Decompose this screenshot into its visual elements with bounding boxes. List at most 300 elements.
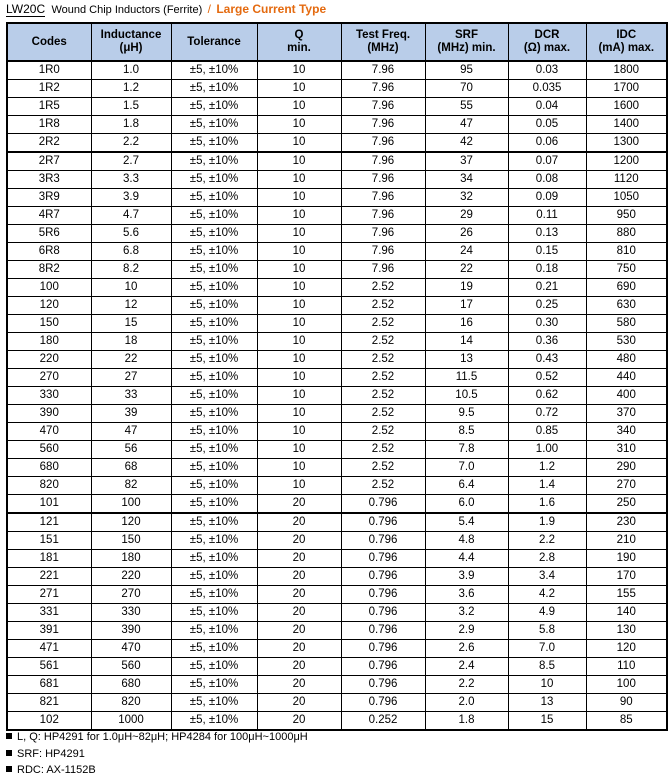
cell-inductance: 18	[91, 333, 171, 351]
cell-idc: 580	[586, 315, 667, 333]
cell-tolerance: ±5, ±10%	[171, 405, 257, 423]
cell-idc: 530	[586, 333, 667, 351]
cell-inductance: 22	[91, 351, 171, 369]
cell-srf: 22	[425, 261, 508, 279]
cell-inductance: 39	[91, 405, 171, 423]
cell-idc: 90	[586, 694, 667, 712]
cell-q: 10	[257, 279, 341, 297]
table-row	[7, 441, 667, 459]
cell-tolerance: ±5, ±10%	[171, 225, 257, 243]
cell-tolerance: ±5, ±10%	[171, 604, 257, 622]
cell-dcr: 7.0	[508, 640, 586, 658]
cell-test-freq: 2.52	[341, 387, 425, 405]
cell-test-freq: 7.96	[341, 243, 425, 261]
cell-test-freq: 2.52	[341, 477, 425, 495]
cell-idc: 130	[586, 622, 667, 640]
cell-tolerance: ±5, ±10%	[171, 189, 257, 207]
cell-srf: 29	[425, 207, 508, 225]
document-title	[6, 1, 326, 18]
cell-srf: 11.5	[425, 369, 508, 387]
cell-test-freq: 7.96	[341, 152, 425, 171]
cell-code: 391	[7, 622, 91, 640]
cell-srf: 95	[425, 61, 508, 80]
cell-code: 561	[7, 658, 91, 676]
cell-idc: 950	[586, 207, 667, 225]
cell-code: 680	[7, 459, 91, 477]
cell-q: 10	[257, 61, 341, 80]
cell-tolerance: ±5, ±10%	[171, 61, 257, 80]
cell-tolerance: ±5, ±10%	[171, 279, 257, 297]
table-row	[7, 622, 667, 640]
cell-inductance: 27	[91, 369, 171, 387]
cell-dcr: 4.2	[508, 586, 586, 604]
cell-test-freq: 0.796	[341, 676, 425, 694]
cell-idc: 230	[586, 513, 667, 532]
cell-idc: 340	[586, 423, 667, 441]
cell-dcr: 1.00	[508, 441, 586, 459]
cell-test-freq: 7.96	[341, 134, 425, 153]
cell-idc: 1300	[586, 134, 667, 153]
cell-idc: 290	[586, 459, 667, 477]
cell-q: 10	[257, 189, 341, 207]
cell-dcr: 0.035	[508, 80, 586, 98]
cell-tolerance: ±5, ±10%	[171, 513, 257, 532]
cell-inductance: 3.3	[91, 171, 171, 189]
cell-inductance: 5.6	[91, 225, 171, 243]
series-name: Wound Chip Inductors (Ferrite)	[51, 4, 203, 16]
cell-tolerance: ±5, ±10%	[171, 351, 257, 369]
cell-tolerance: ±5, ±10%	[171, 640, 257, 658]
cell-q: 10	[257, 351, 341, 369]
cell-dcr: 0.43	[508, 351, 586, 369]
cell-code: 100	[7, 279, 91, 297]
cell-inductance: 560	[91, 658, 171, 676]
cell-test-freq: 0.796	[341, 550, 425, 568]
cell-srf: 2.2	[425, 676, 508, 694]
cell-srf: 3.2	[425, 604, 508, 622]
cell-test-freq: 7.96	[341, 225, 425, 243]
cell-tolerance: ±5, ±10%	[171, 568, 257, 586]
cell-dcr: 15	[508, 712, 586, 731]
cell-tolerance: ±5, ±10%	[171, 171, 257, 189]
spec-table	[6, 22, 668, 731]
cell-dcr: 1.2	[508, 459, 586, 477]
cell-tolerance: ±5, ±10%	[171, 477, 257, 495]
table-row	[7, 297, 667, 315]
cell-dcr: 0.05	[508, 116, 586, 134]
cell-dcr: 0.72	[508, 405, 586, 423]
cell-q: 10	[257, 171, 341, 189]
bullet-icon	[6, 733, 12, 739]
cell-srf: 13	[425, 351, 508, 369]
cell-idc: 190	[586, 550, 667, 568]
cell-code: 390	[7, 405, 91, 423]
note-item: SRF: HP4291	[6, 746, 308, 763]
cell-dcr: 5.8	[508, 622, 586, 640]
cell-dcr: 0.09	[508, 189, 586, 207]
cell-idc: 630	[586, 297, 667, 315]
cell-q: 10	[257, 152, 341, 171]
cell-code: 470	[7, 423, 91, 441]
cell-inductance: 390	[91, 622, 171, 640]
cell-test-freq: 2.52	[341, 405, 425, 423]
cell-code: 1R0	[7, 61, 91, 80]
cell-dcr: 0.04	[508, 98, 586, 116]
cell-inductance: 1.0	[91, 61, 171, 80]
cell-srf: 32	[425, 189, 508, 207]
cell-code: 2R2	[7, 134, 91, 153]
cell-tolerance: ±5, ±10%	[171, 532, 257, 550]
cell-dcr: 0.11	[508, 207, 586, 225]
cell-inductance: 1.5	[91, 98, 171, 116]
cell-inductance: 270	[91, 586, 171, 604]
cell-code: 8R2	[7, 261, 91, 279]
cell-srf: 37	[425, 152, 508, 171]
cell-srf: 34	[425, 171, 508, 189]
table-row	[7, 676, 667, 694]
cell-test-freq: 2.52	[341, 459, 425, 477]
cell-q: 10	[257, 225, 341, 243]
header-row	[7, 23, 667, 61]
cell-srf: 5.4	[425, 513, 508, 532]
cell-srf: 4.4	[425, 550, 508, 568]
cell-idc: 1800	[586, 61, 667, 80]
cell-dcr: 0.21	[508, 279, 586, 297]
cell-inductance: 15	[91, 315, 171, 333]
cell-srf: 4.8	[425, 532, 508, 550]
cell-tolerance: ±5, ±10%	[171, 658, 257, 676]
cell-tolerance: ±5, ±10%	[171, 586, 257, 604]
cell-dcr: 0.03	[508, 61, 586, 80]
cell-test-freq: 2.52	[341, 351, 425, 369]
cell-inductance: 12	[91, 297, 171, 315]
cell-srf: 47	[425, 116, 508, 134]
cell-test-freq: 0.796	[341, 640, 425, 658]
table-row	[7, 387, 667, 405]
cell-code: 181	[7, 550, 91, 568]
cell-dcr: 0.13	[508, 225, 586, 243]
cell-q: 20	[257, 658, 341, 676]
cell-inductance: 33	[91, 387, 171, 405]
cell-idc: 140	[586, 604, 667, 622]
cell-tolerance: ±5, ±10%	[171, 441, 257, 459]
cell-q: 10	[257, 134, 341, 153]
cell-idc: 250	[586, 495, 667, 514]
cell-q: 10	[257, 441, 341, 459]
cell-code: 1R2	[7, 80, 91, 98]
cell-tolerance: ±5, ±10%	[171, 116, 257, 134]
cell-dcr: 0.30	[508, 315, 586, 333]
cell-inductance: 47	[91, 423, 171, 441]
cell-tolerance: ±5, ±10%	[171, 423, 257, 441]
cell-q: 10	[257, 80, 341, 98]
cell-inductance: 150	[91, 532, 171, 550]
cell-dcr: 2.2	[508, 532, 586, 550]
cell-inductance: 1000	[91, 712, 171, 731]
cell-dcr: 0.15	[508, 243, 586, 261]
cell-test-freq: 7.96	[341, 171, 425, 189]
cell-dcr: 13	[508, 694, 586, 712]
table-row	[7, 640, 667, 658]
cell-srf: 3.6	[425, 586, 508, 604]
cell-code: 3R3	[7, 171, 91, 189]
cell-q: 20	[257, 568, 341, 586]
cell-code: 220	[7, 351, 91, 369]
table-row	[7, 61, 667, 80]
cell-inductance: 3.9	[91, 189, 171, 207]
cell-dcr: 0.52	[508, 369, 586, 387]
cell-srf: 14	[425, 333, 508, 351]
cell-test-freq: 2.52	[341, 315, 425, 333]
cell-code: 681	[7, 676, 91, 694]
header-srf: SRF (MHz) min.	[425, 23, 508, 61]
cell-tolerance: ±5, ±10%	[171, 297, 257, 315]
table-row	[7, 568, 667, 586]
cell-idc: 810	[586, 243, 667, 261]
cell-srf: 6.4	[425, 477, 508, 495]
cell-code: 270	[7, 369, 91, 387]
table-body	[7, 61, 667, 730]
cell-srf: 70	[425, 80, 508, 98]
cell-srf: 42	[425, 134, 508, 153]
table-row	[7, 189, 667, 207]
cell-test-freq: 0.796	[341, 604, 425, 622]
cell-inductance: 220	[91, 568, 171, 586]
cell-tolerance: ±5, ±10%	[171, 550, 257, 568]
cell-q: 10	[257, 369, 341, 387]
cell-idc: 100	[586, 676, 667, 694]
cell-code: 1R8	[7, 116, 91, 134]
cell-q: 10	[257, 315, 341, 333]
cell-idc: 1400	[586, 116, 667, 134]
cell-srf: 16	[425, 315, 508, 333]
cell-test-freq: 7.96	[341, 98, 425, 116]
cell-dcr: 4.9	[508, 604, 586, 622]
cell-code: 5R6	[7, 225, 91, 243]
cell-test-freq: 7.96	[341, 261, 425, 279]
cell-q: 10	[257, 477, 341, 495]
table-row	[7, 459, 667, 477]
note-item: RDC: AX-1152B	[6, 762, 308, 779]
cell-tolerance: ±5, ±10%	[171, 622, 257, 640]
cell-srf: 26	[425, 225, 508, 243]
cell-code: 330	[7, 387, 91, 405]
cell-test-freq: 0.796	[341, 658, 425, 676]
table-row	[7, 351, 667, 369]
title-separator: /	[207, 2, 211, 16]
cell-dcr: 2.8	[508, 550, 586, 568]
cell-test-freq: 0.252	[341, 712, 425, 731]
model-name: LW20C	[6, 2, 46, 16]
table-row	[7, 116, 667, 134]
table-row	[7, 477, 667, 495]
cell-q: 10	[257, 116, 341, 134]
cell-test-freq: 2.52	[341, 369, 425, 387]
cell-code: 150	[7, 315, 91, 333]
cell-tolerance: ±5, ±10%	[171, 134, 257, 153]
cell-srf: 17	[425, 297, 508, 315]
cell-test-freq: 7.96	[341, 207, 425, 225]
header-dcr: DCR (Ω) max.	[508, 23, 586, 61]
table-row	[7, 171, 667, 189]
table-row	[7, 712, 667, 731]
header-q: Q min.	[257, 23, 341, 61]
table-row	[7, 694, 667, 712]
cell-dcr: 0.08	[508, 171, 586, 189]
header-idc: IDC (mA) max.	[586, 23, 667, 61]
cell-inductance: 8.2	[91, 261, 171, 279]
cell-code: 101	[7, 495, 91, 514]
cell-tolerance: ±5, ±10%	[171, 80, 257, 98]
header-codes: Codes	[7, 23, 91, 61]
cell-code: 102	[7, 712, 91, 731]
cell-srf: 7.0	[425, 459, 508, 477]
cell-test-freq: 2.52	[341, 441, 425, 459]
table-row	[7, 550, 667, 568]
cell-dcr: 1.9	[508, 513, 586, 532]
cell-code: 2R7	[7, 152, 91, 171]
cell-test-freq: 2.52	[341, 333, 425, 351]
cell-test-freq: 0.796	[341, 568, 425, 586]
cell-inductance: 120	[91, 513, 171, 532]
cell-test-freq: 7.96	[341, 189, 425, 207]
cell-idc: 310	[586, 441, 667, 459]
notes	[6, 729, 308, 779]
cell-idc: 1200	[586, 152, 667, 171]
header-test-freq: Test Freq. (MHz)	[341, 23, 425, 61]
cell-srf: 10.5	[425, 387, 508, 405]
cell-tolerance: ±5, ±10%	[171, 694, 257, 712]
cell-idc: 370	[586, 405, 667, 423]
cell-code: 221	[7, 568, 91, 586]
cell-srf: 2.4	[425, 658, 508, 676]
cell-dcr: 0.06	[508, 134, 586, 153]
cell-code: 151	[7, 532, 91, 550]
table-row	[7, 658, 667, 676]
cell-test-freq: 0.796	[341, 586, 425, 604]
cell-code: 560	[7, 441, 91, 459]
cell-code: 820	[7, 477, 91, 495]
cell-q: 10	[257, 387, 341, 405]
cell-q: 20	[257, 640, 341, 658]
cell-idc: 750	[586, 261, 667, 279]
cell-srf: 19	[425, 279, 508, 297]
cell-code: 271	[7, 586, 91, 604]
table-row	[7, 369, 667, 387]
cell-dcr: 0.62	[508, 387, 586, 405]
cell-idc: 1700	[586, 80, 667, 98]
cell-srf: 7.8	[425, 441, 508, 459]
cell-inductance: 6.8	[91, 243, 171, 261]
cell-idc: 690	[586, 279, 667, 297]
cell-dcr: 0.36	[508, 333, 586, 351]
cell-test-freq: 7.96	[341, 116, 425, 134]
cell-code: 3R9	[7, 189, 91, 207]
cell-idc: 1050	[586, 189, 667, 207]
cell-inductance: 330	[91, 604, 171, 622]
cell-idc: 440	[586, 369, 667, 387]
cell-q: 10	[257, 297, 341, 315]
cell-idc: 400	[586, 387, 667, 405]
table-row	[7, 604, 667, 622]
cell-inductance: 820	[91, 694, 171, 712]
cell-idc: 1600	[586, 98, 667, 116]
cell-tolerance: ±5, ±10%	[171, 459, 257, 477]
cell-inductance: 1.2	[91, 80, 171, 98]
cell-test-freq: 7.96	[341, 61, 425, 80]
table-row	[7, 495, 667, 514]
cell-test-freq: 0.796	[341, 532, 425, 550]
cell-code: 6R8	[7, 243, 91, 261]
cell-tolerance: ±5, ±10%	[171, 98, 257, 116]
cell-dcr: 3.4	[508, 568, 586, 586]
cell-test-freq: 0.796	[341, 495, 425, 514]
cell-tolerance: ±5, ±10%	[171, 676, 257, 694]
cell-q: 20	[257, 532, 341, 550]
cell-idc: 85	[586, 712, 667, 731]
type-name: Large Current Type	[216, 2, 327, 16]
cell-idc: 1120	[586, 171, 667, 189]
cell-test-freq: 2.52	[341, 423, 425, 441]
table-row	[7, 261, 667, 279]
cell-tolerance: ±5, ±10%	[171, 152, 257, 171]
cell-q: 20	[257, 676, 341, 694]
table-row	[7, 98, 667, 116]
table-row	[7, 586, 667, 604]
cell-idc: 120	[586, 640, 667, 658]
cell-tolerance: ±5, ±10%	[171, 207, 257, 225]
cell-code: 120	[7, 297, 91, 315]
cell-test-freq: 2.52	[341, 279, 425, 297]
cell-dcr: 0.18	[508, 261, 586, 279]
cell-idc: 270	[586, 477, 667, 495]
cell-q: 20	[257, 586, 341, 604]
table-row	[7, 207, 667, 225]
header-inductance: Inductance (μH)	[91, 23, 171, 61]
cell-tolerance: ±5, ±10%	[171, 369, 257, 387]
cell-tolerance: ±5, ±10%	[171, 261, 257, 279]
cell-q: 20	[257, 712, 341, 731]
cell-q: 20	[257, 604, 341, 622]
bullet-icon	[6, 750, 12, 756]
cell-test-freq: 0.796	[341, 694, 425, 712]
cell-idc: 155	[586, 586, 667, 604]
cell-q: 10	[257, 405, 341, 423]
cell-srf: 2.9	[425, 622, 508, 640]
cell-q: 10	[257, 261, 341, 279]
cell-idc: 880	[586, 225, 667, 243]
cell-inductance: 2.2	[91, 134, 171, 153]
cell-inductance: 10	[91, 279, 171, 297]
cell-q: 10	[257, 98, 341, 116]
cell-srf: 55	[425, 98, 508, 116]
cell-code: 331	[7, 604, 91, 622]
cell-q: 10	[257, 207, 341, 225]
cell-tolerance: ±5, ±10%	[171, 315, 257, 333]
cell-q: 10	[257, 333, 341, 351]
cell-srf: 24	[425, 243, 508, 261]
cell-tolerance: ±5, ±10%	[171, 243, 257, 261]
cell-idc: 170	[586, 568, 667, 586]
cell-q: 10	[257, 459, 341, 477]
cell-idc: 480	[586, 351, 667, 369]
cell-q: 20	[257, 622, 341, 640]
table-row	[7, 513, 667, 532]
cell-code: 121	[7, 513, 91, 532]
cell-q: 10	[257, 423, 341, 441]
cell-dcr: 0.07	[508, 152, 586, 171]
table-row	[7, 80, 667, 98]
